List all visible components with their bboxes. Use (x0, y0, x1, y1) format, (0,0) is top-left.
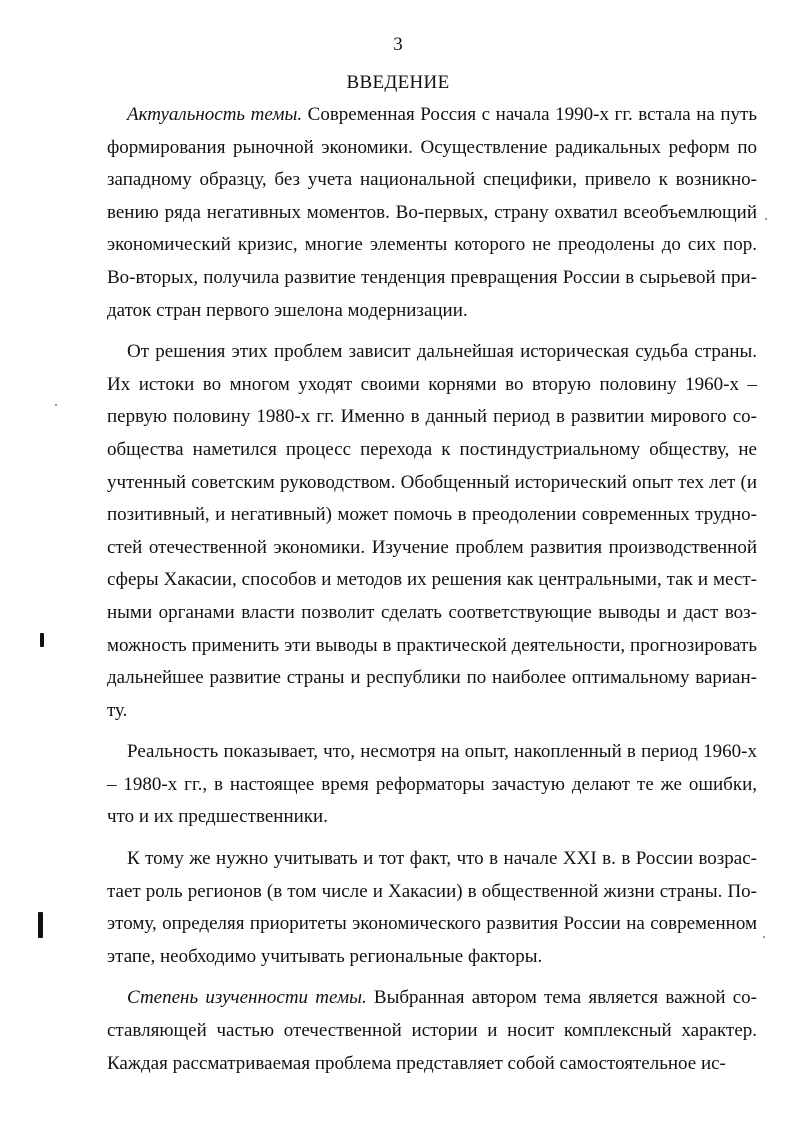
paragraph-relevance (107, 99, 757, 327)
paragraph-origins (107, 336, 757, 727)
paragraph-text: Выбранная автором тема является важной составляющей частью отечественной истории и носит комплексный характер. Каждая рассматриваемая проблема представляет собой самостоятельное ис- (107, 987, 757, 1074)
body-text (107, 99, 757, 1080)
paragraph-reality (107, 736, 757, 834)
paragraph-lead: Степень изученности темы. (127, 987, 367, 1009)
scan-mark (40, 633, 44, 647)
paragraph-lead: Актуальность темы. (127, 104, 303, 125)
section-heading: ВВЕДЕНИЕ (346, 72, 450, 93)
paragraph-text: От решения этих проблем зависит дальнейшая историческая судьба страны. Их истоки во многом уходят своими корнями во вторую половину 1960-х – первую половину 1980-х гг. Именно в данный период в развитии мирового сообщества наметился процесс перехода к постиндустриальному обществу, не учтенный советским руководством. Обобщенный исторический опыт тех лет (и позитивный, и негативный) может помочь в преодолении современных трудностей отечественной экономики. Изучение проблем развития производственной сферы Хакасии, способов и методов их решения как центральными, так и местными органами власти позволит сделать соответствующие выводы и даст возможность применить эти выводы в практической деятельности, прогнозировать дальнейшее развитие страны и республики по наиболее оптимальному варианту. (107, 341, 757, 721)
scan-mark (38, 912, 43, 938)
page-number: 3 (393, 34, 403, 55)
scan-speck (765, 218, 767, 220)
paragraph-study-degree (107, 982, 757, 1080)
scan-speck (763, 936, 765, 938)
paragraph-text: Современная Россия с начала 1990-х гг. встала на путь формирования рыночной экономики. Осуществление радикальных реформ по западному образцу, без учета национальной специфики, привело к возникновению ряда негативных моментов. Во-первых, страну охватил всеобъемлющий экономический кризис, многие элементы которого не преодолены до сих пор. Во-вторых, получила развитие тенденция превращения России в сырьевой придаток стран первого эшелона модернизации. (107, 104, 757, 321)
paragraph-regions (107, 843, 757, 973)
scan-speck (55, 404, 57, 406)
paragraph-text: К тому же нужно учитывать и тот факт, что в начале XXI в. в России возрастает роль регионов (в том числе и Хакасии) в общественной жизни страны. Поэтому, определяя приоритеты экономического развития России на современном этапе, необходимо учитывать региональные факторы. (107, 848, 757, 967)
paragraph-text: Реальность показывает, что, несмотря на опыт, накопленный в период 1960-х – 1980-х гг., в настоящее время реформаторы зачастую делают те же ошибки, что и их предшественники. (107, 741, 757, 828)
